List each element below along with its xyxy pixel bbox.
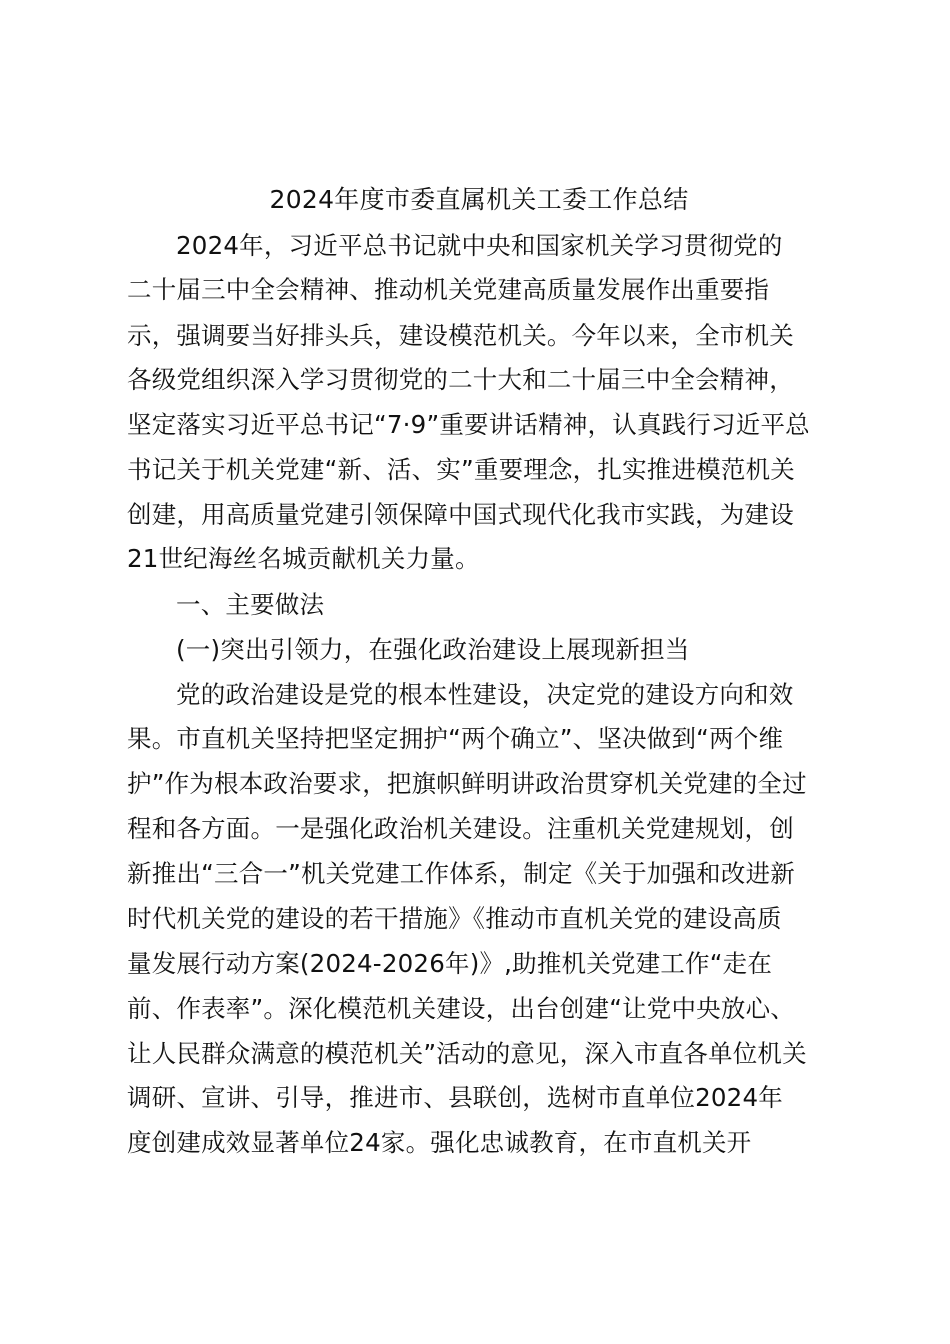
paragraph-line: 护”作为根本政治要求，把旗帜鲜明讲政治贯穿机关党建的全过 — [127, 769, 807, 798]
paragraph-line: 度创建成效显著单位24家。强化忠诚教育，在市直机关开 — [127, 1128, 752, 1157]
paragraph-line: 果。市直机关坚持把坚定拥护“两个确立”、坚决做到“两个维 — [127, 724, 784, 753]
paragraph-line: 示，强调要当好排头兵，建设模范机关。今年以来，全市机关 — [127, 321, 794, 350]
paragraph-line: 前、作表率”。深化模范机关建设，出台创建“让党中央放心、 — [127, 994, 795, 1023]
paragraph-line: 调研、宣讲、引导，推进市、县联创，选树市直单位2024年 — [127, 1083, 783, 1112]
paragraph-line: 时代机关党的建设的若干措施》《推动市直机关党的建设高质 — [127, 904, 782, 933]
paragraph-line: 党的政治建设是党的根本性建设，决定党的建设方向和效 — [176, 680, 794, 709]
subsection-heading: (一)突出引领力，在强化政治建设上展现新担当 — [176, 635, 690, 664]
paragraph-line: 2024年，习近平总书记就中央和国家机关学习贯彻党的 — [176, 231, 783, 260]
paragraph-line: 书记关于机关党建“新、活、实”重要理念，扎实推进模范机关 — [127, 455, 795, 484]
paragraph-line: 创建，用高质量党建引领保障中国式现代化我市实践，为建设 — [127, 500, 794, 529]
section-heading: 一、主要做法 — [176, 590, 325, 619]
paragraph-line: 量发展行动方案(2024-2026年)》,助推机关党建工作“走在 — [127, 949, 773, 978]
paragraph-line: 各级党组织深入学习贯彻党的二十大和二十届三中全会精神， — [127, 365, 794, 394]
document-title: 2024年度市委直属机关工委工作总结 — [269, 185, 689, 214]
paragraph-line: 坚定落实习近平总书记“7·9”重要讲话精神，认真践行习近平总 — [127, 410, 810, 439]
paragraph-line: 21世纪海丝名城贡献机关力量。 — [127, 544, 480, 573]
paragraph-line: 二十届三中全会精神、推动机关党建高质量发展作出重要指 — [127, 275, 770, 304]
paragraph-line: 程和各方面。一是强化政治机关建设。注重机关党建规划，创 — [127, 814, 794, 843]
paragraph-line: 让人民群众满意的模范机关”活动的意见，深入市直各单位机关 — [127, 1039, 807, 1068]
paragraph-line: 新推出“三合一”机关党建工作体系，制定《关于加强和改进新 — [127, 859, 795, 888]
